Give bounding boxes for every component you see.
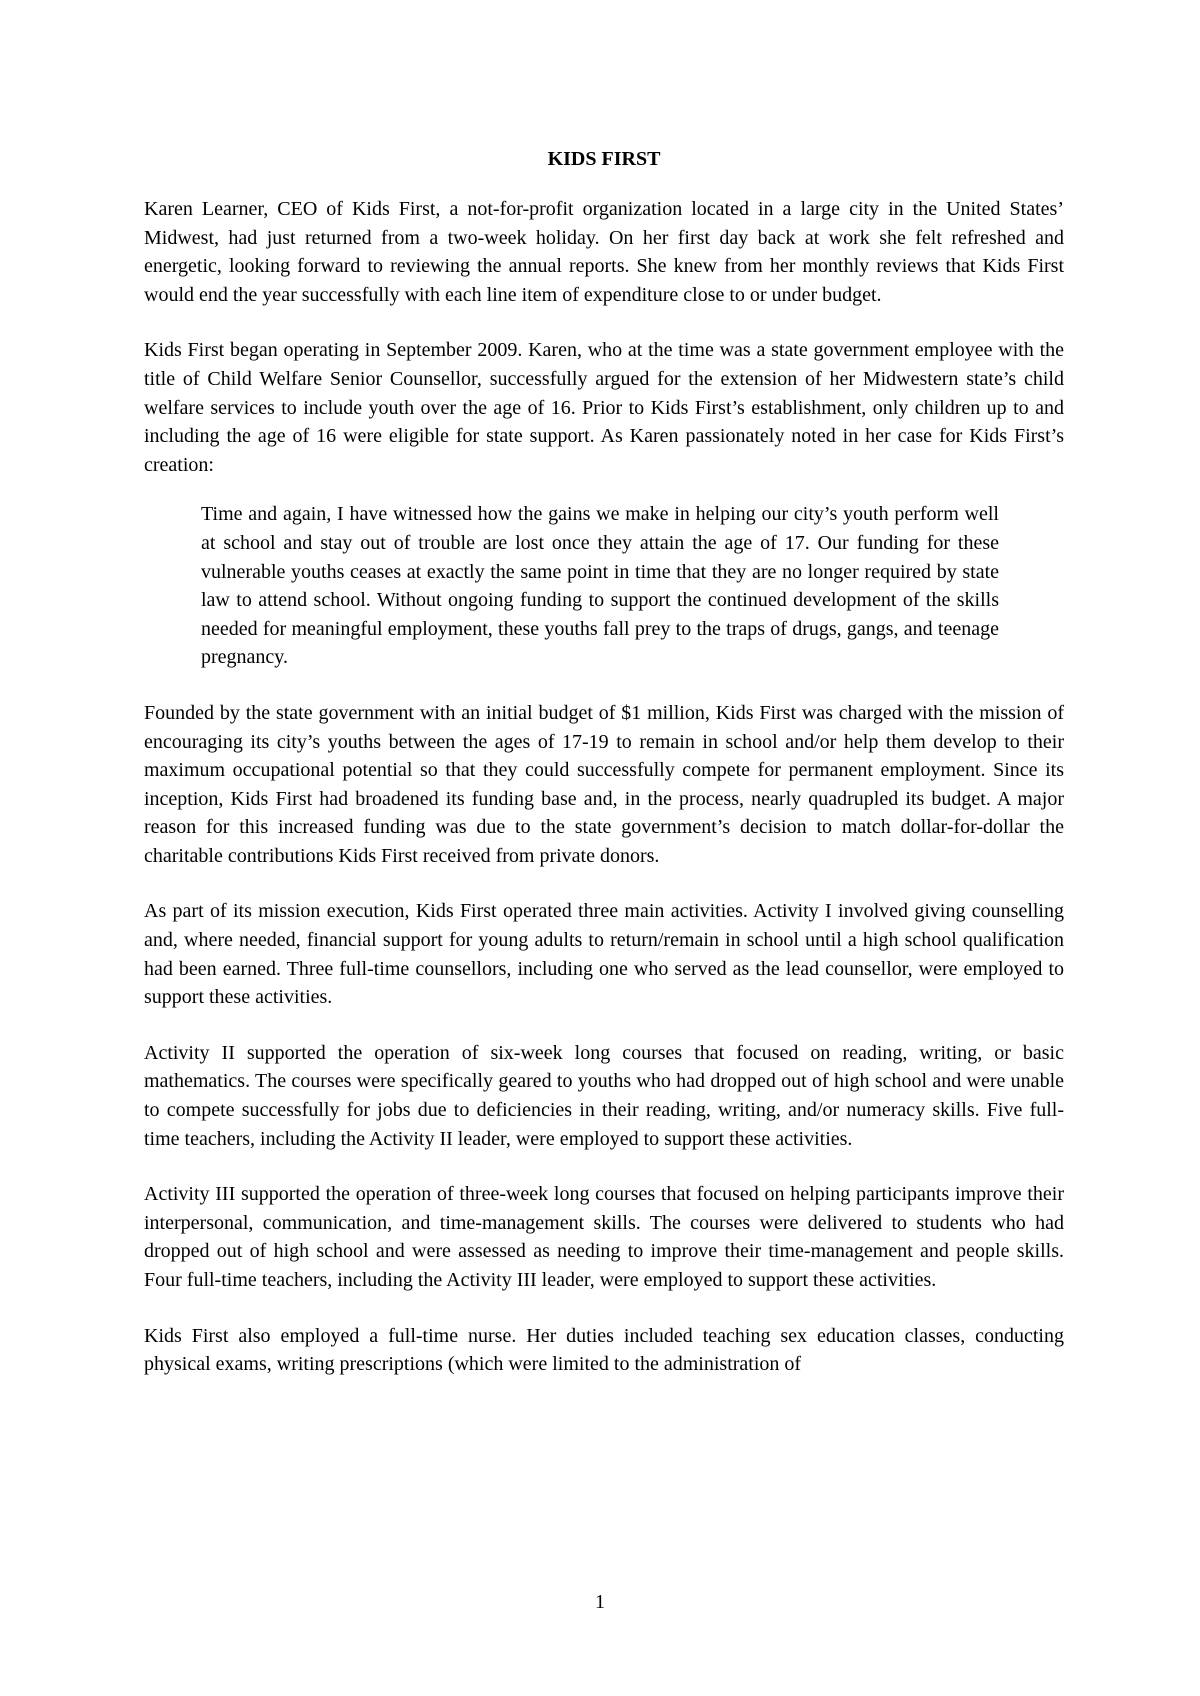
paragraph-nurse: Kids First also employed a full-time nurse. Her duties included teaching sex education classes, conducting physical exams, writing prescriptions (which were limited to the administration of <box>144 1324 1064 1376</box>
paragraph-activity-one: As part of its mission execution, Kids First operated three main activities. Activity I involved giving counselling and, where needed, financial support for young adults to return/remain in school until a high school qualification had been earned. Three full-time counsellors, including one who served as the lead counsellor, were employed to support these activities. <box>144 900 1064 1009</box>
paragraph-activity-three: Activity III supported the operation of three-week long courses that focused on helping participants improve their interpersonal, communication, and time-management skills. The courses were delivered to students who had dropped out of high school and were assessed as needing to improve their time-management and people skills. Four full-time teachers, including the Activity III leader, were employed to support these activities. <box>144 1183 1064 1291</box>
document-page <box>144 147 1064 1406</box>
page-number: 1 <box>595 1591 605 1613</box>
paragraph-funding: Founded by the state government with an initial budget of $1 million, Kids First was charged with the mission of encouraging its city’s youths between the ages of 17-19 to remain in school and/or help them develop to their maximum occupational potential so that they could successfully compete for permanent employment. Since its inception, Kids First had broadened its funding base and, in the process, nearly quadrupled its budget. A major reason for this increased funding was due to the state government’s decision to match dollar-for-dollar the charitable contributions Kids First received from private donors. <box>144 701 1064 867</box>
paragraph-history: Kids First began operating in September 2009. Karen, who at the time was a state government employee with the title of Child Welfare Senior Counsellor, successfully argued for the extension of her Midwestern state’s child welfare services to include youth over the age of 16. Prior to Kids First’s establishment, only children up to and including the age of 16 were eligible for state support. As Karen passionately noted in her case for Kids First’s creation: <box>144 339 1064 476</box>
block-quote: Time and again, I have witnessed how the gains we make in helping our city’s youth perform well at school and stay out of trouble are lost once they attain the age of 17. Our funding for these vulnerable youths ceases at exactly the same point in time that they are no longer required by state law to attend school. Without ongoing funding to support the continued development of the skills needed for meaningful employment, these youths fall prey to the traps of drugs, gangs, and teenage pregnancy. <box>201 503 999 669</box>
paragraph-intro: Karen Learner, CEO of Kids First, a not-for-profit organization located in a large city in the United States’ Midwest, had just returned from a two-week holiday. On her first day back at work she felt refreshed and energetic, looking forward to reviewing the annual reports. She knew from her monthly reviews that Kids First would end the year successfully with each line item of expenditure close to or under budget. <box>144 198 1064 306</box>
paragraph-activity-two: Activity II supported the operation of six-week long courses that focused on reading, writing, or basic mathematics. The courses were specifically geared to youths who had dropped out of high school and were unable to compete successfully for jobs due to deficiencies in their reading, writing, and/or numeracy skills. Five full-time teachers, including the Activity II leader, were employed to support these activities. <box>144 1041 1064 1150</box>
document-title: KIDS FIRST <box>547 148 661 170</box>
